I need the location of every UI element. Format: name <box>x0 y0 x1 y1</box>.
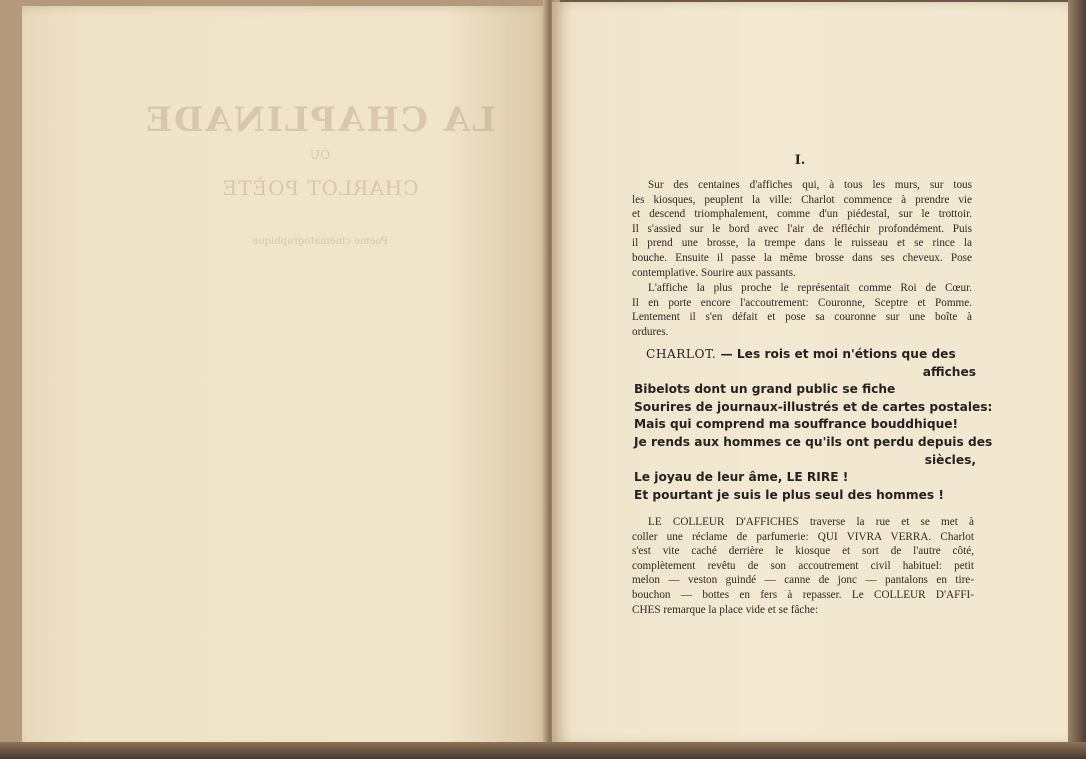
verse-line: Sourires de journaux-illustrés et de cartes postales: <box>634 399 993 414</box>
chapter-number: I. <box>794 153 806 168</box>
text-line: Lentement il s'en défait et pose sa couronne sur une boîte à <box>632 311 972 324</box>
text-line: bouchon — bottes en fers à repasser. Le COLLEUR D'AFFI- <box>632 588 974 601</box>
text-line: Sur des centaines d'affiches qui, à tous les murs, sur tous <box>648 179 972 191</box>
text-line: LE COLLEUR D'AFFICHES traverse la rue et se met à <box>648 516 974 528</box>
verse-line: Et pourtant je suis le plus seul des hommes ! <box>634 487 944 502</box>
text-line: Il s'assied sur le bord avec l'air de réfléchir profondément. Puis <box>632 222 972 235</box>
show-through-title: LA CHAPLINADE <box>144 100 496 140</box>
show-through-line: Poème cinématographique <box>252 236 388 247</box>
text-line: contemplative. Sourire aux passants. <box>632 266 796 279</box>
verse-line: Je rends aux hommes ce qu'ils ont perdu depuis des <box>634 434 993 449</box>
text-line: il prend une brosse, la trempe dans le ruisseau et se rince la <box>632 237 972 250</box>
book-right-edge <box>1068 0 1086 759</box>
text-line: melon — veston guindé — canne de jonc — pantalons en tire- <box>632 574 974 587</box>
text-line: et descend triomphalement, comme d'un piédestal, sur le trottoir. <box>632 208 972 221</box>
text-line: les kiosques, peuplent la ville: Charlot commence à prendre vie <box>632 193 972 206</box>
show-through-subtitle: CHARLOT POÈTE <box>221 176 419 200</box>
paragraph-2 <box>632 281 972 339</box>
verse-line: Bibelots dont un grand public se fiche <box>634 382 896 397</box>
verse-line: affiches <box>922 364 976 379</box>
verse-line <box>634 346 976 364</box>
text-line: CHES remarque la place vide et se fâche: <box>632 603 819 616</box>
text-line: L'affiche la plus proche le représentait comme Roi de Cœur. <box>648 282 972 294</box>
text-line: s'est vite caché derrière le kiosque et sort de l'autre côté, <box>632 545 974 558</box>
speaker-name: CHARLOT. <box>646 347 717 361</box>
verse-line: Le joyau de leur âme, LE RIRE ! <box>634 470 849 485</box>
verse-text: — Les rois et moi n'étions que des <box>720 347 956 361</box>
verse-line: Mais qui comprend ma souffrance bouddhique! <box>634 417 959 432</box>
text-line: Il en porte encore l'accoutrement: Couronne, Sceptre et Pomme. <box>632 296 972 309</box>
paragraph-3 <box>632 515 974 617</box>
book-bottom-edge <box>0 742 1086 759</box>
text-line: bouche. Ensuite il passe la même brosse dans ses cheveux. Pose <box>632 251 972 264</box>
text-line: coller une réclame de parfumerie: QUI VIVRA VERRA. Charlot <box>632 530 974 543</box>
verse-block <box>634 346 993 504</box>
verse-line: siècles, <box>924 452 976 467</box>
text-line: ordures. <box>632 325 669 338</box>
text-line: complètement revêtu de son accoutrement civil habituel: petit <box>632 559 974 572</box>
paragraph-1 <box>632 178 972 280</box>
show-through-ou: OU <box>310 148 330 162</box>
